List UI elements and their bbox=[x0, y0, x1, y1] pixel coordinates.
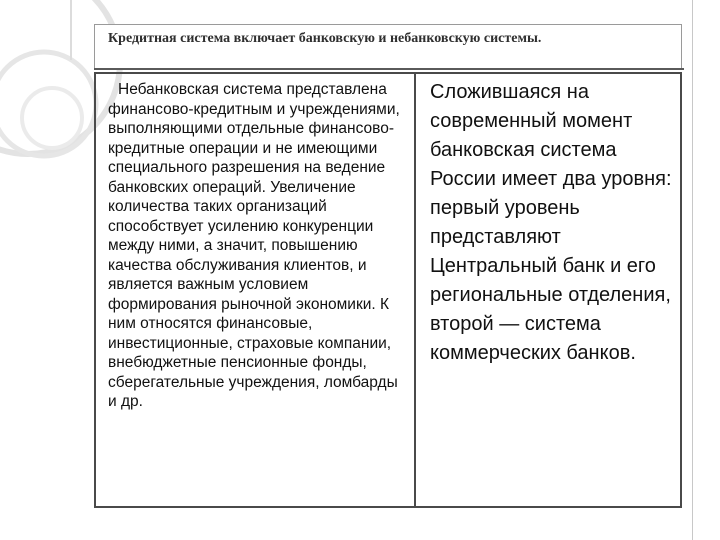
title-divider bbox=[94, 68, 684, 70]
slide-title: Кредитная система включает банковскую и небанковскую системы. bbox=[108, 31, 542, 46]
decor-ring-small bbox=[22, 88, 82, 148]
bank-system-text: Сложившаяся на современный момент банковская система России имеет два уровня: первый уровень представляют Центральный банк и его региональные отделения, второй — система коммерческих банков. bbox=[430, 81, 672, 364]
decor-ring-medium bbox=[0, 52, 96, 156]
slide-content bbox=[94, 24, 684, 508]
right-edge-rule bbox=[692, 0, 693, 540]
bank-system-cell bbox=[416, 72, 682, 508]
nonbank-system-text: Небанковская система представлена финансово-кредитным и учреждениями, выполняющими отдельные финансово-кредитные операции и не имеющими специального разрешения на ведение банковских операций. Увеличение количества таких организаций способствует усилению конкуренции между ними, а значит, повышению качества обслуживания клиентов, и является важным условием формирования рыночной экономики. К ним относятся финансовые, инвестиционные, страховые компании, внебюджетные пенсионные фонды, сберегательные учреждения, ломбарды и др. bbox=[108, 81, 400, 410]
title-box bbox=[94, 24, 682, 68]
nonbank-system-cell bbox=[94, 72, 416, 508]
